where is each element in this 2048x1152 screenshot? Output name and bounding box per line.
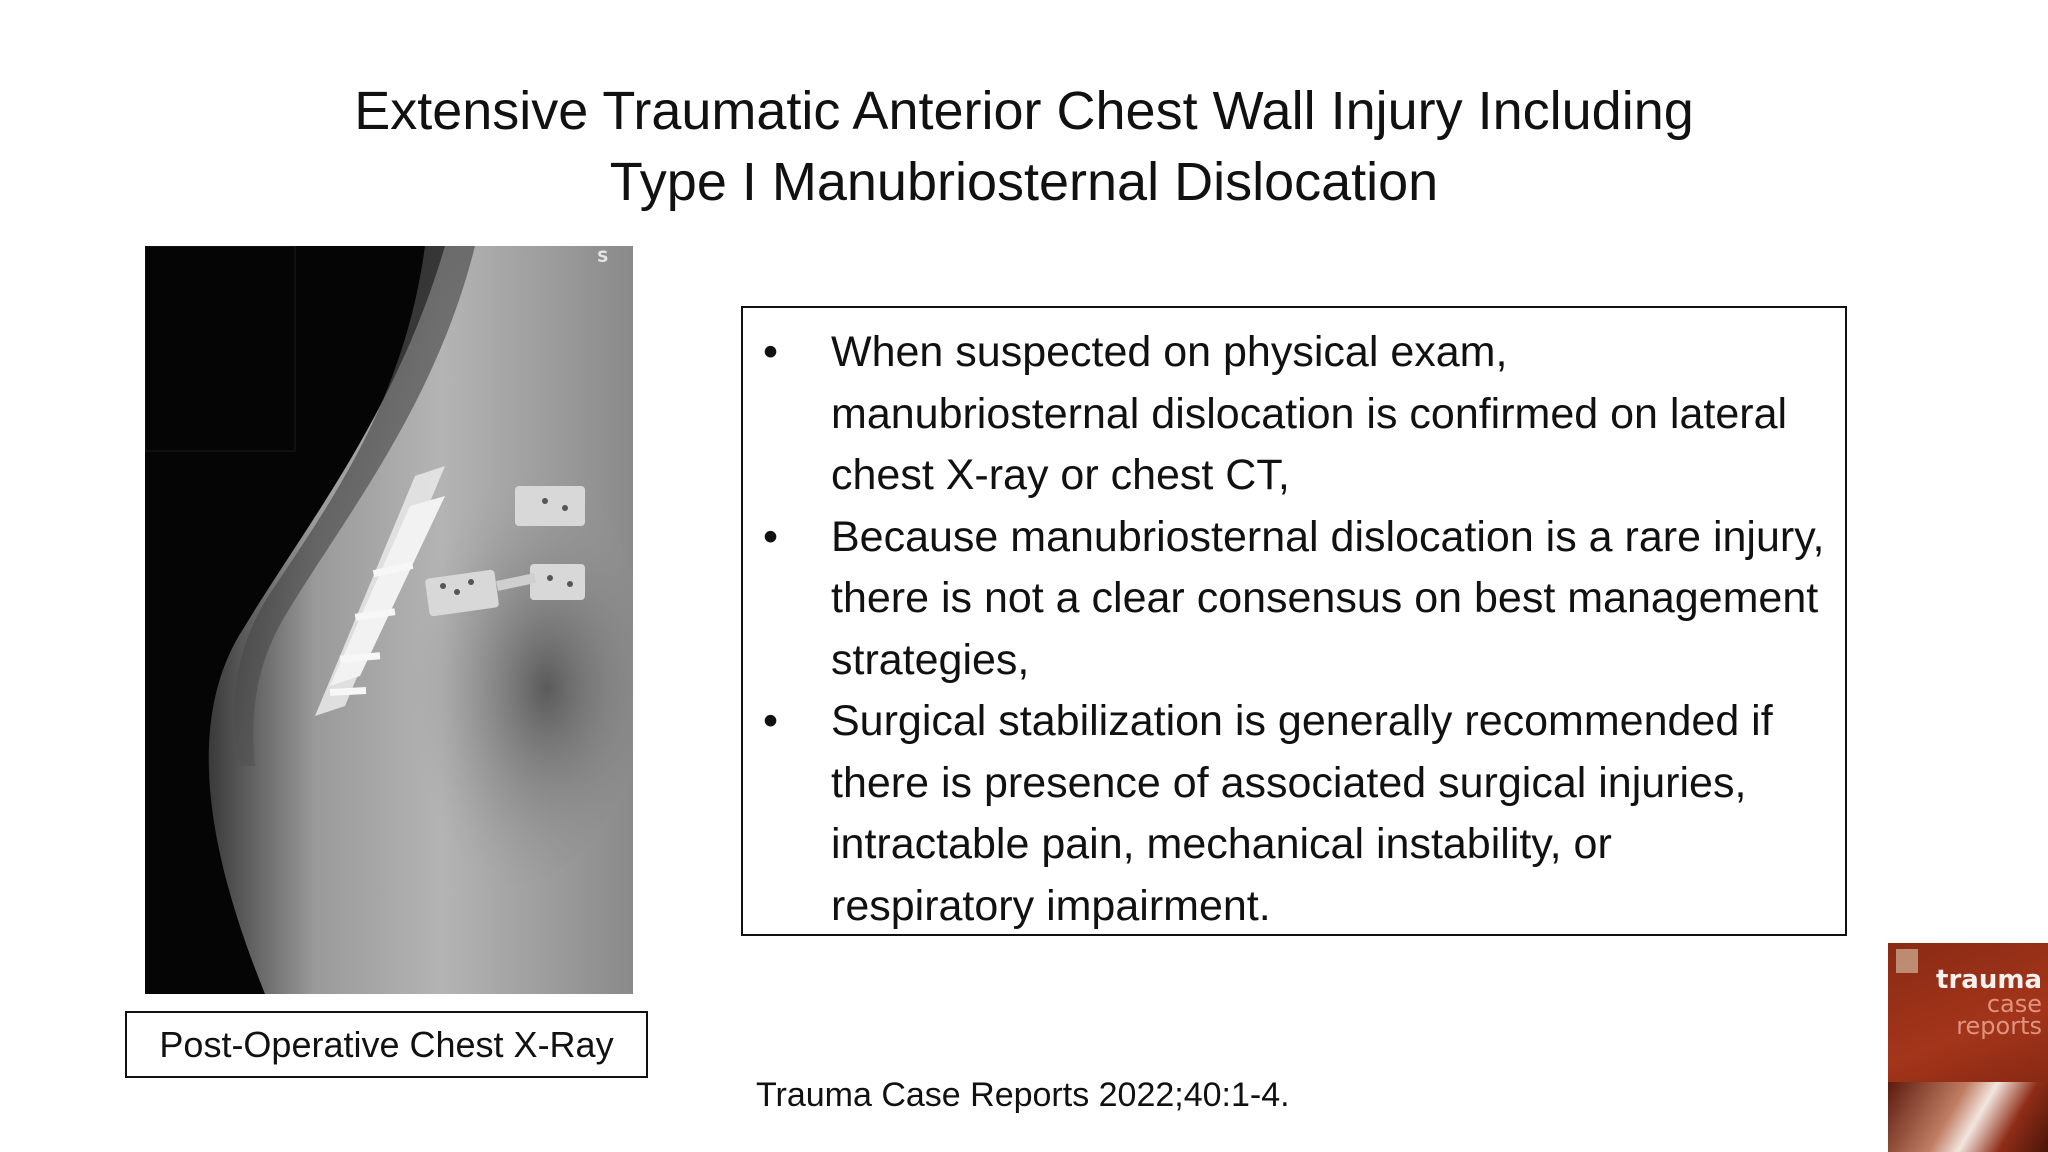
journal-cover-photo	[1888, 1082, 2048, 1152]
citation: Trauma Case Reports 2022;40:1-4.	[756, 1076, 1290, 1114]
key-point	[757, 691, 1825, 937]
bullet-icon: •	[763, 512, 779, 561]
bullet-icon: •	[763, 328, 779, 376]
key-point	[757, 322, 1825, 507]
key-points-list	[757, 322, 1825, 937]
xray-side-marker: S	[597, 247, 609, 266]
key-point-text: Because manubriosternal dislocation is a rare injury, there is not a clear consensus on best management strategies,	[831, 512, 1825, 684]
slide-title-line-2: Type I Manubriosternal Dislocation	[609, 152, 1439, 212]
journal-cover-image	[1888, 943, 2048, 1152]
xray-image	[145, 246, 633, 994]
slide-title	[0, 76, 2048, 218]
xray-caption	[125, 1011, 648, 1078]
key-point	[757, 507, 1825, 692]
key-point-text: Surgical stabilization is generally recommended if there is presence of associated surgical injuries, intractable pain, mechanical instability, or respiratory impairment.	[831, 697, 1773, 930]
journal-cover-word: trauma	[1936, 965, 2042, 995]
journal-cover-title	[1936, 965, 2042, 1040]
bullet-icon: •	[763, 697, 779, 745]
xray-graphic	[145, 246, 633, 994]
key-point-text: When suspected on physical exam, manubriosternal dislocation is confirmed on lateral chest X-ray or chest CT,	[831, 328, 1788, 499]
publisher-logo-icon	[1896, 949, 1918, 973]
key-points-box	[741, 306, 1847, 936]
journal-cover-word: reports	[1956, 1012, 2042, 1040]
slide-title-line-1: Extensive Traumatic Anterior Chest Wall Injury Including	[354, 81, 1694, 141]
xray-caption-text: Post-Operative Chest X-Ray	[159, 1023, 614, 1065]
journal-cover-word: case	[1986, 990, 2042, 1018]
